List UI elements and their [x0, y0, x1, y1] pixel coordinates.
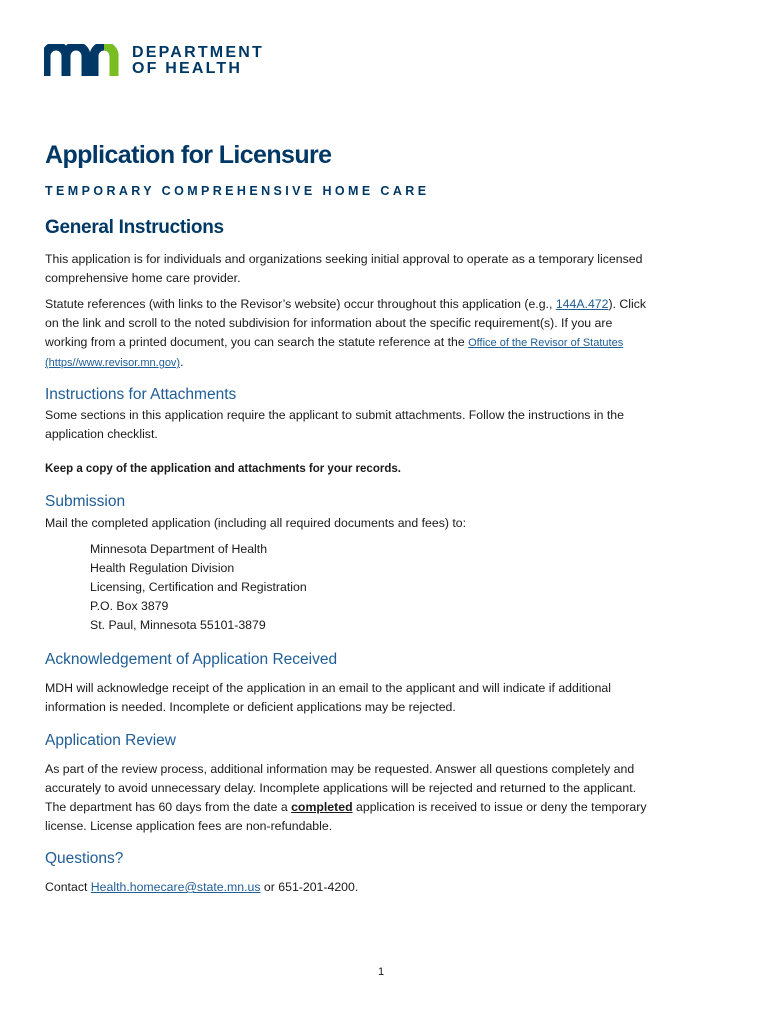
questions-heading: Questions? [45, 850, 124, 867]
contact-line [45, 878, 358, 897]
text-line: information is needed. Incomplete or deficient applications may be rejected. [45, 700, 456, 714]
general-paragraph-1 [45, 250, 642, 288]
mdh-logo [44, 44, 264, 78]
text: The department has 60 days from the date a [45, 800, 292, 814]
text-line: on the link and scroll to the noted subdivision for information about the specific requirement(s). If you are [45, 316, 613, 330]
acknowledgement-heading: Acknowledgement of Application Received [45, 651, 338, 668]
revisor-url-link[interactable]: (https//www.revisor.mn.gov) [45, 357, 181, 369]
page-subtitle: TEMPORARY COMPREHENSIVE HOME CARE [45, 184, 430, 198]
address-line: Minnesota Department of Health [90, 542, 268, 556]
address-line: Health Regulation Division [90, 561, 235, 575]
page-number: 1 [378, 966, 385, 978]
general-paragraph-2 [45, 295, 646, 373]
text: Contact [45, 880, 91, 894]
submission-heading: Submission [45, 493, 126, 510]
address-line: St. Paul, Minnesota 55101-3879 [90, 618, 266, 632]
page-title: Application for Licensure [45, 141, 332, 169]
submission-paragraph: Mail the completed application (including all required documents and fees) to: [45, 516, 467, 530]
text-line: comprehensive home care provider. [45, 271, 241, 285]
text: Statute references (with links to the Revisor’s website) occur throughout this application (e.g., [45, 297, 556, 311]
address-line: Licensing, Certification and Registration [90, 580, 307, 594]
text-line: As part of the review process, additional information may be requested. Answer all questions completely and [45, 762, 635, 776]
text-line: application checklist. [45, 427, 158, 441]
attachments-heading: Instructions for Attachments [45, 386, 237, 403]
text-line: MDH will acknowledge receipt of the application in an email to the applicant and will indicate if additional [45, 681, 611, 695]
attachments-paragraph [45, 406, 624, 444]
completed-emphasis: completed [291, 800, 353, 814]
keep-copy-note: Keep a copy of the application and attachments for your records. [45, 463, 401, 475]
address-line: P.O. Box 3879 [90, 599, 169, 613]
logo-text-line1: DEPARTMENT [132, 44, 264, 61]
text-line: accurately to avoid unnecessary delay. Incomplete applications will be rejected and returned to the applicant. [45, 781, 637, 795]
statute-link[interactable]: 144A.472 [555, 297, 609, 311]
text: or 651-201-4200. [260, 880, 359, 894]
text-line: license. License application fees are non-refundable. [45, 819, 333, 833]
text: working from a printed document, you can search the statute reference at the [45, 335, 469, 349]
logo-text-line2: OF HEALTH [132, 60, 243, 77]
mailing-address [90, 540, 307, 635]
review-paragraph [45, 760, 647, 836]
mn-logo-icon [44, 44, 122, 78]
acknowledgement-paragraph [45, 679, 611, 717]
text: ). Click [608, 297, 647, 311]
email-link[interactable]: Health.homecare@state.mn.us [90, 880, 261, 894]
text: . [180, 355, 184, 369]
text-line: Some sections in this application require the applicant to submit attachments. Follow the instructions in the [45, 408, 624, 422]
text-line: This application is for individuals and organizations seeking initial approval to operate as a temporary licensed [45, 252, 643, 266]
text: application is received to issue or deny the temporary [352, 800, 647, 814]
revisor-link[interactable]: Office of the Revisor of Statutes [468, 337, 624, 349]
general-instructions-heading: General Instructions [45, 217, 224, 238]
review-heading: Application Review [45, 732, 176, 749]
